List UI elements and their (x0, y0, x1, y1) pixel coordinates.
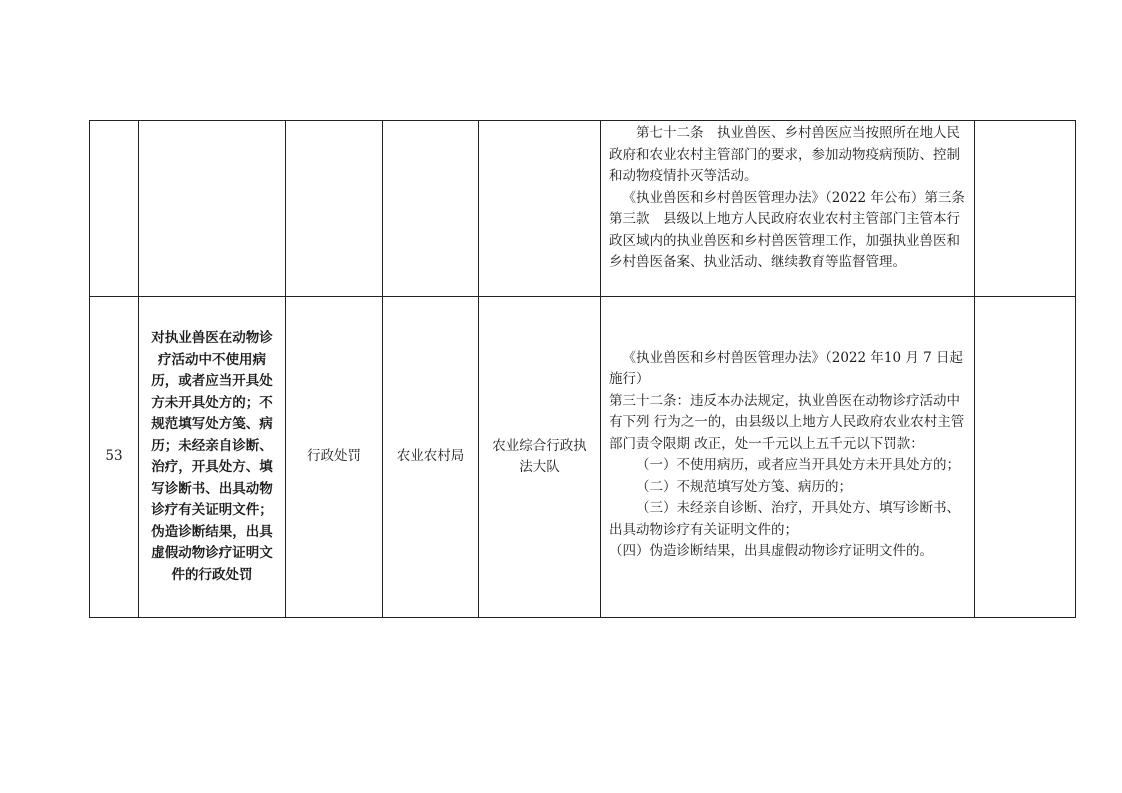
basis-paragraph: （四）伪造诊断结果，出具虚假动物诊疗证明文件的。 (609, 543, 933, 559)
row-number-cell: 53 (90, 297, 139, 618)
item-name-text: 对执业兽医在动物诊疗活动中不使用病历，或者应当开具处方未开具处方的；不规范填写处方笺、病历；未经亲自诊断、治疗，开具处方、填写诊断书、出具动物诊疗有关证明文件；伪造诊断结果，出具虚假动物诊疗证明文件的行政处罚 (151, 330, 273, 583)
executor-cell (479, 121, 601, 297)
item-name-cell (139, 121, 286, 297)
regulation-table (89, 120, 1076, 618)
legal-basis-cell (601, 121, 975, 297)
department-cell (383, 121, 479, 297)
row-number-cell (90, 121, 139, 297)
table-row (90, 121, 1076, 297)
executor-cell: 农业综合行政执法大队 (479, 297, 601, 618)
basis-paragraph: 《执业兽医和乡村兽医管理办法》（2022 年10 月 7 日起施行） (609, 349, 964, 387)
basis-paragraph: 第三十二条：违反本办法规定，执业兽医在动物诊疗活动中有下列 行为之一的，由县级以上地方人民政府农业农村主管部门责令限期 改正，处一千元以上五千元以下罚款： (609, 392, 965, 452)
power-type-cell (286, 121, 383, 297)
note-cell (975, 297, 1076, 618)
basis-paragraph: （二）不规范填写处方笺、病历的； (636, 478, 852, 495)
basis-paragraph: 第七十二条 执业兽医、乡村兽医应当按照所在地人民政府和农业农村主管部门的要求，参加动物疫病预防、控制和动物疫情扑灭等活动。 (609, 125, 960, 184)
department-cell: 农业农村局 (383, 297, 479, 618)
note-cell (975, 121, 1076, 297)
basis-paragraph: （三）未经亲自诊断、治疗，开具处方、填写诊断书、出具动物诊疗有关证明文件的； (609, 500, 960, 538)
table-row (90, 297, 1076, 618)
power-type-cell: 行政处罚 (286, 297, 383, 618)
item-name-cell (139, 297, 286, 618)
basis-paragraph: 《执业兽医和乡村兽医管理办法》（2022 年公布）第三条第三款 县级以上地方人民政府农业农村主管部门主管本行政区域内的执业兽医和乡村兽医管理工作，加强执业兽医和乡村兽医备案、执业活动、继续教育等监督管理。 (609, 189, 965, 270)
legal-basis-cell (601, 297, 975, 618)
basis-paragraph: （一）不使用病历，或者应当开具处方未开具处方的； (636, 457, 960, 473)
